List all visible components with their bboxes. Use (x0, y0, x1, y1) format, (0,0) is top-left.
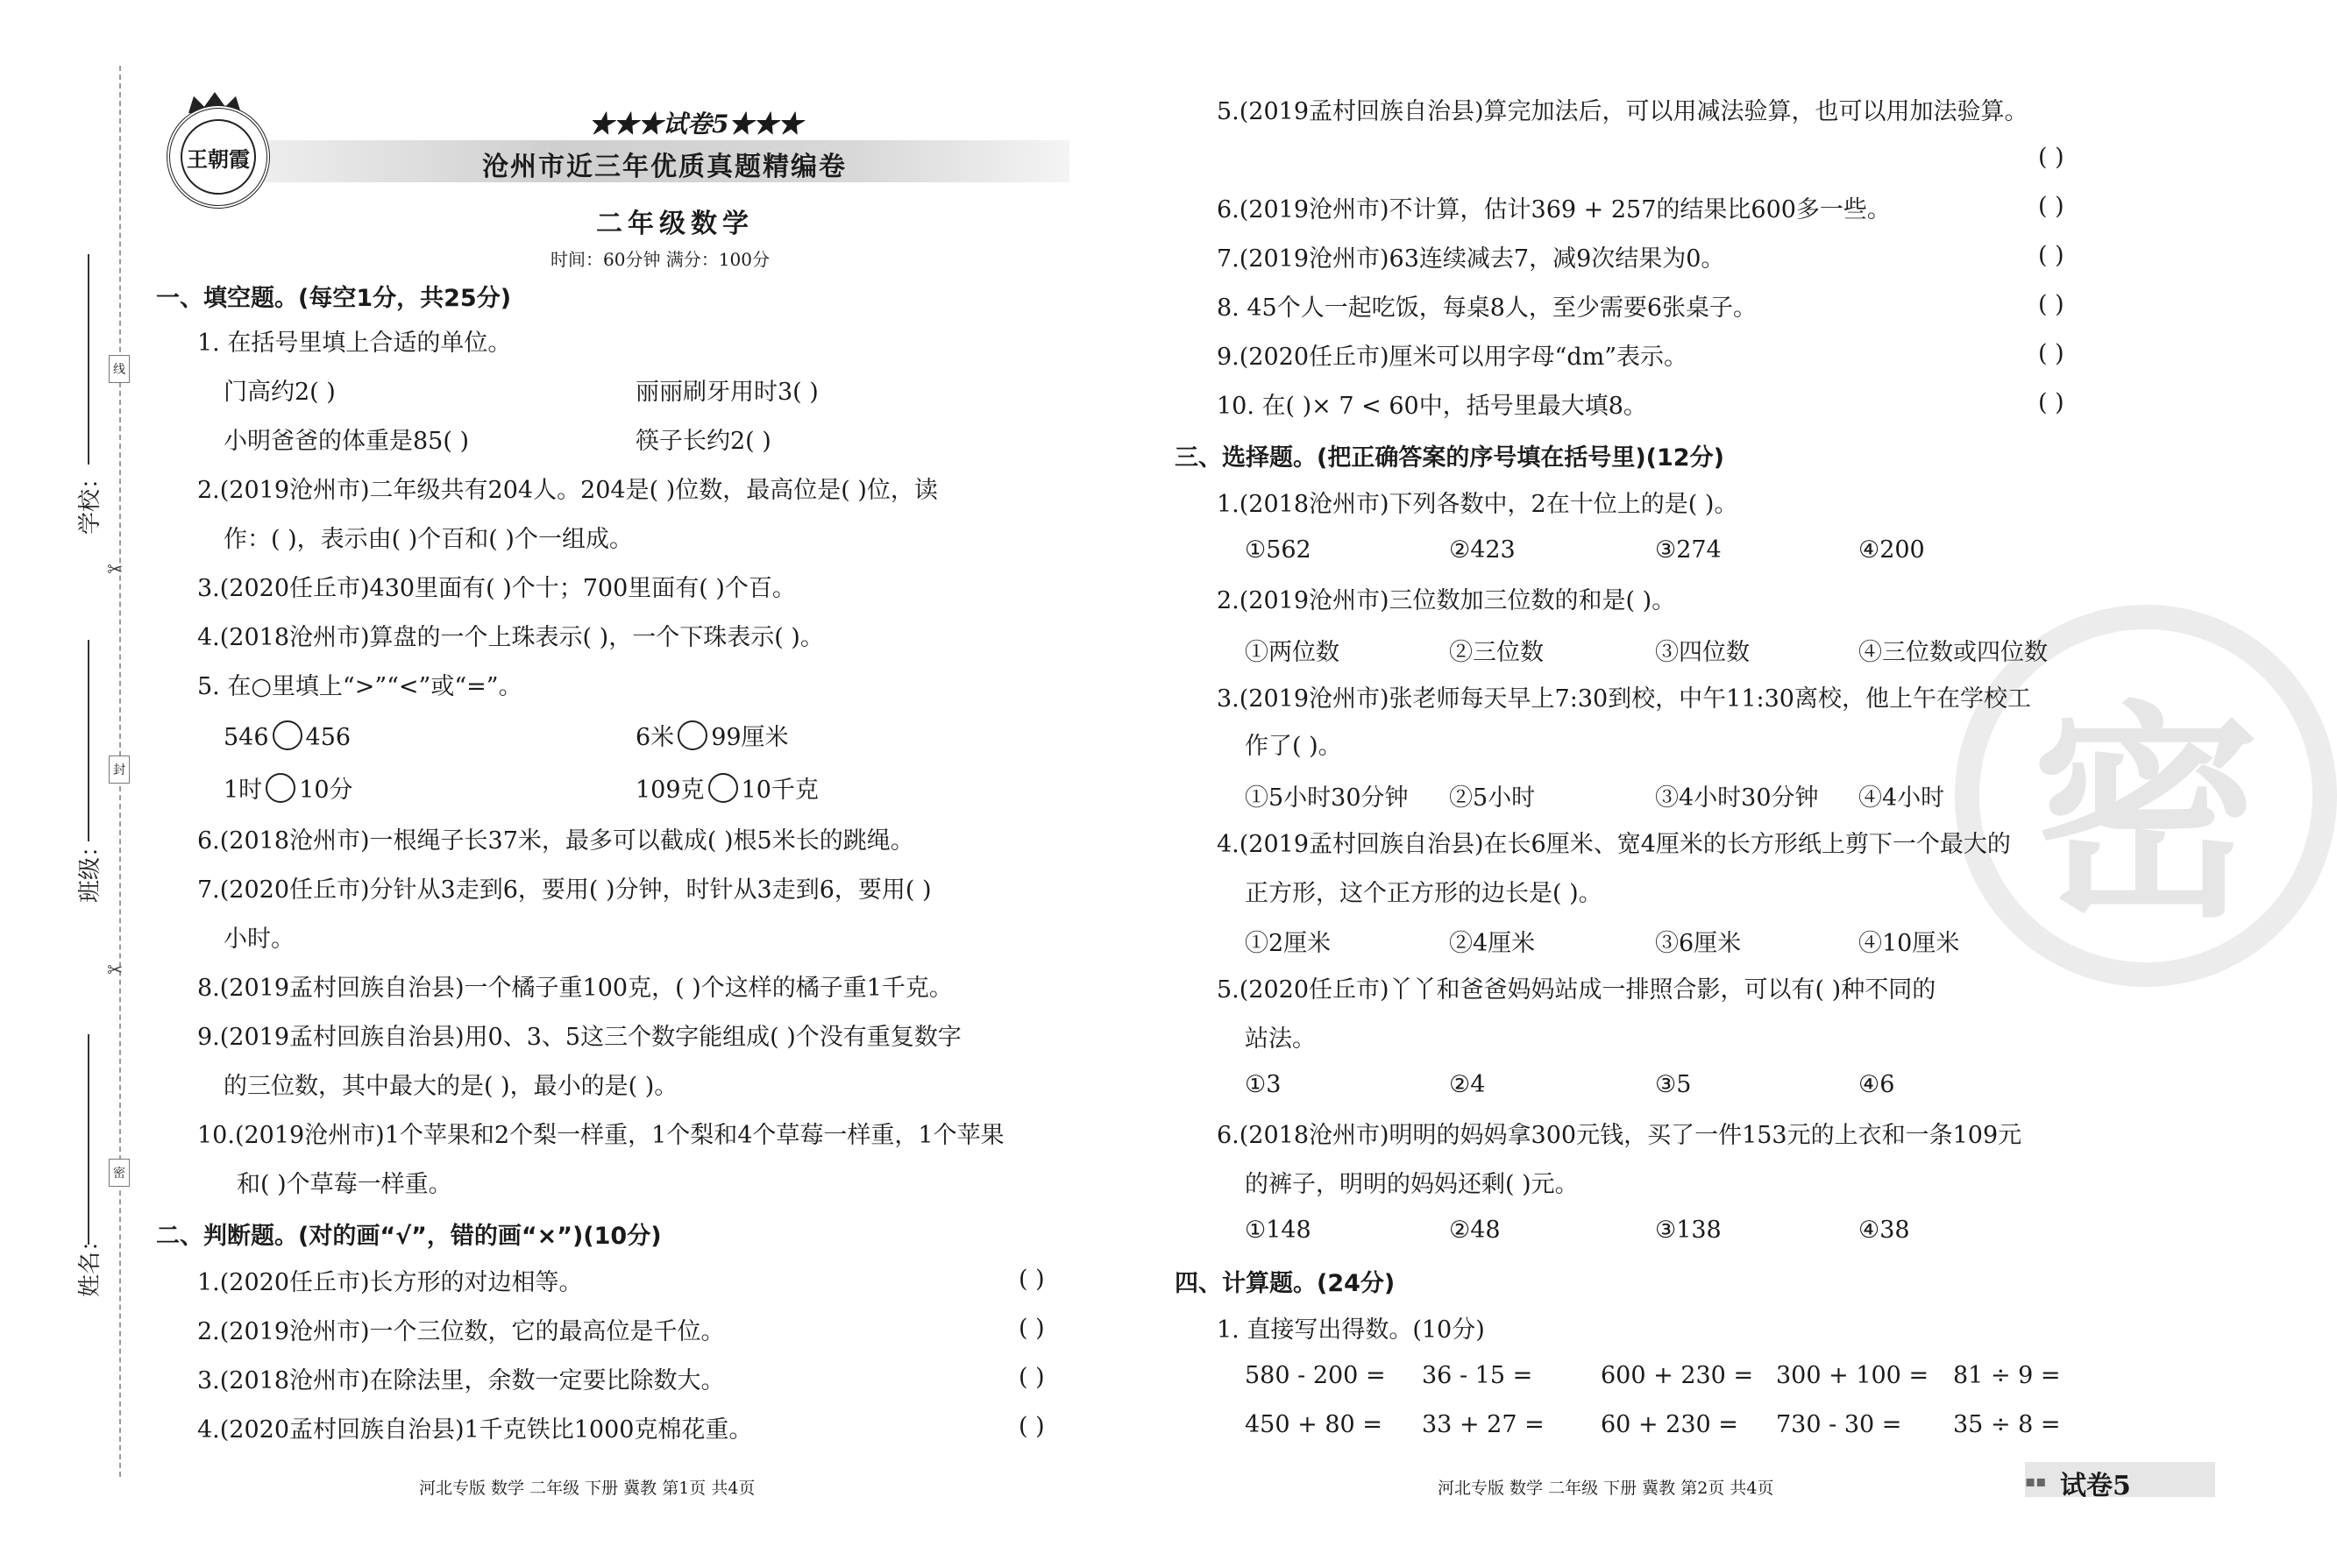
s1-q5-item (636, 773, 819, 808)
s3-q3b: 作了( )。 (1245, 733, 1342, 760)
calc-item[interactable]: 730 - 30 = (1776, 1411, 1902, 1438)
s1-q7a: 7.(2020任丘市)分针从3走到6，要用( )分钟，时针从3走到6，要用( ) (197, 876, 932, 904)
option[interactable]: ①5小时30分钟 (1245, 784, 1409, 812)
school-label: 学校： (77, 465, 103, 535)
s3-q5b: 站法。 (1245, 1025, 1316, 1053)
exam-info: 时间：60分钟 满分：100分 (551, 249, 770, 270)
option[interactable]: ①3 (1245, 1071, 1282, 1098)
brand-logo (167, 105, 270, 209)
compare-right: 10千克 (741, 777, 819, 804)
option[interactable]: ②三位数 (1449, 639, 1544, 666)
answer-paren[interactable]: ( ) (2038, 242, 2064, 269)
option[interactable]: ②48 (1449, 1217, 1501, 1244)
s3-q6a: 6.(2018沧州市)明明的妈妈拿300元钱，买了一件153元的上衣和一条109元 (1217, 1122, 2022, 1149)
scissor-icon: ✂ (107, 960, 124, 982)
answer-paren[interactable]: ( ) (1019, 1266, 1045, 1293)
compare-left: 1时 (224, 777, 263, 804)
s1-q4: 4.(2018沧州市)算盘的一个上珠表示( )，一个下珠表示( )。 (197, 624, 824, 651)
compare-circle[interactable] (678, 720, 707, 750)
s1-q10a: 10.(2019沧州市)1个苹果和2个梨一样重，1个梨和4个草莓一样重，1个苹果 (197, 1122, 1005, 1149)
school-line (88, 254, 89, 465)
calc-item[interactable]: 33 + 27 = (1422, 1411, 1545, 1438)
option[interactable]: ③138 (1655, 1217, 1722, 1244)
logo-text: 王朝霞 (181, 119, 256, 195)
s3-q2: 2.(2019沧州市)三位数加三位数的和是( )。 (1217, 587, 1676, 614)
answer-paren[interactable]: ( ) (1019, 1364, 1045, 1391)
option[interactable]: ④4小时 (1858, 784, 1945, 812)
judge-item: 5.(2019孟村回族自治县)算完加法后，可以用减法验算，也可以用加法验算。 (1217, 98, 2028, 125)
s3-q6b: 的裤子，明明的妈妈还剩( )元。 (1245, 1171, 1579, 1198)
compare-right: 99厘米 (711, 724, 789, 751)
option[interactable]: ③四位数 (1655, 639, 1750, 666)
option[interactable]: ④10厘米 (1858, 930, 1960, 957)
scissor-icon: ✂ (107, 559, 124, 581)
option[interactable]: ③274 (1655, 536, 1722, 564)
option[interactable]: ①2厘米 (1245, 930, 1332, 957)
answer-paren[interactable]: ( ) (2038, 144, 2064, 171)
s1-q1-item: 筷子长约2( ) (636, 428, 771, 455)
class-line (88, 640, 89, 841)
banner-title: 沧州市近三年优质真题精编卷 (482, 152, 847, 182)
section4-title: 四、计算题。(24分) (1175, 1270, 1396, 1297)
calc-item[interactable]: 300 + 100 = (1776, 1362, 1929, 1389)
name-label: 姓名： (77, 1228, 103, 1297)
option[interactable]: ④38 (1858, 1217, 1910, 1244)
calc-item[interactable]: 81 ÷ 9 = (1953, 1362, 2061, 1389)
brand-label: 试卷5 (2060, 1471, 2131, 1501)
footer-right: 河北专版 数学 二年级 下册 冀教 第2页 共4页 (1438, 1479, 1774, 1498)
section2-title: 二、判断题。(对的画“√”，错的画“×”)(10分) (156, 1223, 662, 1250)
option[interactable]: ②5小时 (1449, 784, 1536, 812)
s1-q10b: 和( )个草莓一样重。 (237, 1171, 452, 1198)
compare-right: 456 (305, 724, 352, 751)
compare-circle[interactable] (273, 720, 302, 750)
secret-watermark: 密 (1955, 605, 2337, 987)
answer-paren[interactable]: ( ) (2038, 389, 2064, 416)
s1-q1: 1. 在括号里填上合适的单位。 (197, 330, 512, 357)
tab-dots-icon: ▪▪ (2025, 1472, 2047, 1491)
s1-q1-item: 小明爸爸的体重是85( ) (224, 428, 470, 455)
calc-item[interactable]: 36 - 15 = (1422, 1362, 1533, 1389)
judge-item: 6.(2019沧州市)不计算，估计369 + 257的结果比600多一些。 (1217, 196, 1891, 223)
s1-q5-item (224, 773, 353, 808)
s1-q1-item: 门高约2( ) (224, 379, 336, 406)
judge-item: 2.(2019沧州市)一个三位数，它的最高位是千位。 (197, 1318, 725, 1345)
answer-paren[interactable]: ( ) (2038, 193, 2064, 220)
s1-q2b: 作：( )，表示由( )个百和( )个一组成。 (224, 526, 633, 553)
section1-title: 一、填空题。(每空1分，共25分) (156, 285, 512, 312)
footer-left: 河北专版 数学 二年级 下册 冀教 第1页 共4页 (419, 1479, 756, 1498)
s1-q6: 6.(2018沧州市)一根绳子长37米，最多可以截成( )根5米长的跳绳。 (197, 827, 914, 855)
compare-circle[interactable] (266, 773, 295, 803)
s1-q9b: 的三位数，其中最大的是( )，最小的是( )。 (224, 1073, 678, 1100)
s4-q1: 1. 直接写出得数。(10分) (1217, 1316, 1485, 1344)
calc-item[interactable]: 35 ÷ 8 = (1953, 1411, 2061, 1438)
s1-q7b: 小时。 (224, 926, 295, 953)
answer-paren[interactable]: ( ) (2038, 340, 2064, 367)
seal-mark-line: 线 (109, 355, 130, 383)
answer-paren[interactable]: ( ) (2038, 291, 2064, 318)
calc-item[interactable]: 60 + 230 = (1601, 1411, 1738, 1438)
judge-item: 4.(2020孟村回族自治县)1千克铁比1000克棉花重。 (197, 1416, 753, 1444)
compare-right: 10分 (299, 777, 353, 804)
s1-q2a: 2.(2019沧州市)二年级共有204人。204是( )位数，最高位是( )位，读 (197, 477, 938, 504)
calc-item[interactable]: 600 + 230 = (1601, 1362, 1754, 1389)
option[interactable]: ④6 (1858, 1071, 1895, 1098)
option[interactable]: ③6厘米 (1655, 930, 1742, 957)
option[interactable]: ②4 (1449, 1071, 1486, 1098)
option[interactable]: ①562 (1245, 536, 1311, 564)
option[interactable]: ①148 (1245, 1217, 1311, 1244)
option[interactable]: ①两位数 (1245, 639, 1339, 666)
judge-item: 1.(2020任丘市)长方形的对边相等。 (197, 1269, 583, 1296)
s3-q5a: 5.(2020任丘市)丫丫和爸爸妈妈站成一排照合影，可以有( )种不同的 (1217, 976, 1936, 1004)
s1-q3: 3.(2020任丘市)430里面有( )个十；700里面有( )个百。 (197, 575, 796, 602)
judge-item: 10. 在( )× 7 < 60中，括号里最大填8。 (1217, 393, 1647, 420)
subject-title: 二年级数学 (596, 209, 754, 239)
class-label: 班级： (77, 834, 103, 903)
compare-circle[interactable] (708, 773, 738, 803)
compare-left: 6米 (636, 724, 675, 751)
s3-q3a: 3.(2019沧州市)张老师每天早上7:30到校，中午11:30离校，他上午在学校工 (1217, 685, 2031, 713)
answer-paren[interactable]: ( ) (1019, 1413, 1045, 1440)
s1-q5: 5. 在○里填上“>”“<”或“=”。 (197, 673, 522, 700)
judge-item: 3.(2018沧州市)在除法里，余数一定要比除数大。 (197, 1367, 725, 1394)
s1-q5-item (636, 720, 789, 756)
judge-item: 8. 45个人一起吃饭，每桌8人，至少需要6张桌子。 (1217, 294, 1758, 322)
s1-q1-item: 丽丽刷牙用时3( ) (636, 379, 819, 406)
judge-item: 7.(2019沧州市)63连续减去7，减9次结果为0。 (1217, 245, 1725, 273)
compare-left: 109克 (636, 777, 705, 804)
section3-title: 三、选择题。(把正确答案的序号填在括号里)(12分) (1175, 444, 1724, 472)
option[interactable]: ③4小时30分钟 (1655, 784, 1819, 812)
name-line (88, 1034, 89, 1245)
paper-number: ★★★试卷5★★★ (589, 110, 803, 138)
judge-item: 9.(2020任丘市)厘米可以用字母“dm”表示。 (1217, 344, 1688, 371)
s1-q9a: 9.(2019孟村回族自治县)用0、3、5这三个数字能组成( )个没有重复数字 (197, 1024, 962, 1051)
s1-q8: 8.(2019孟村回族自治县)一个橘子重100克，( )个这样的橘子重1千克。 (197, 975, 953, 1002)
calc-item[interactable]: 450 + 80 = (1245, 1411, 1382, 1438)
option[interactable]: ④200 (1858, 536, 1925, 564)
option[interactable]: ③5 (1655, 1071, 1692, 1098)
seal-mark-seal: 封 (109, 756, 130, 784)
s3-q4a: 4.(2019孟村回族自治县)在长6厘米、宽4厘米的长方形纸上剪下一个最大的 (1217, 831, 2011, 858)
option[interactable]: ④三位数或四位数 (1858, 639, 2048, 666)
compare-left: 546 (224, 724, 269, 751)
s3-q1: 1.(2018沧州市)下列各数中，2在十位上的是( )。 (1217, 491, 1738, 518)
calc-item[interactable]: 580 - 200 = (1245, 1362, 1386, 1389)
s3-q4b: 正方形，这个正方形的边长是( )。 (1245, 880, 1602, 907)
option[interactable]: ②423 (1449, 536, 1516, 564)
s1-q5-item (224, 720, 351, 756)
option[interactable]: ②4厘米 (1449, 930, 1536, 957)
answer-paren[interactable]: ( ) (1019, 1315, 1045, 1342)
seal-mark-secret: 密 (109, 1159, 130, 1187)
